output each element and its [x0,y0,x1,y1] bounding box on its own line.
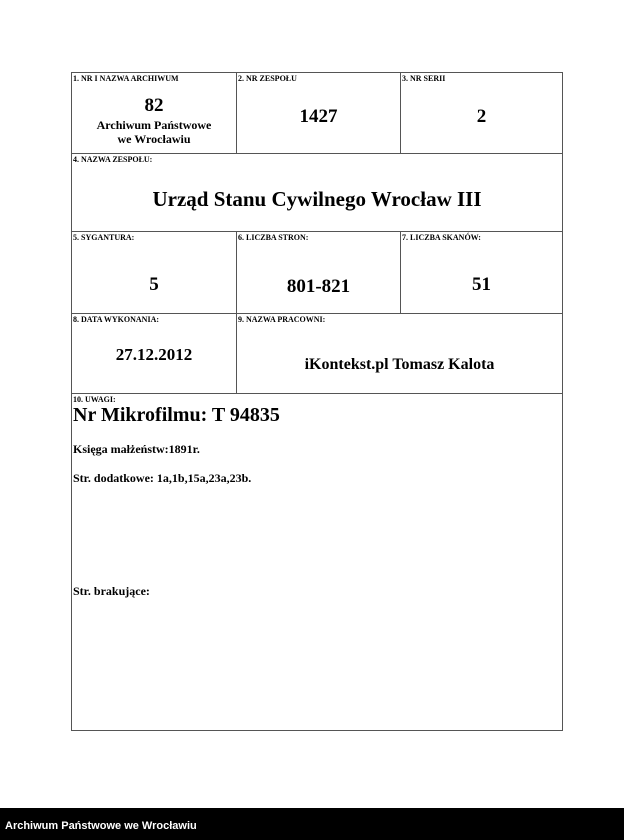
signature-value: 5 [149,274,159,295]
page-count-label: 6. LICZBA STRON: [238,233,309,242]
fonds-number-cell [236,73,400,153]
series-number-value: 2 [476,106,487,127]
fonds-number-label: 2. NR ZESPOŁU [238,74,297,83]
date-cell [72,313,236,393]
signature-label: 5. SYGANTURA: [73,233,135,242]
archive-name-line2: we Wrocławiu [117,132,191,146]
notes-label: 10. UWAGI: [73,395,116,404]
scan-count-value: 51 [472,274,491,295]
book-info: Księga małżeństw:1891r. [73,442,200,456]
footer-text: Archiwum Państwowe we Wrocławiu [5,820,197,832]
studio-value: iKontekst.pl Tomasz Kalota [304,356,495,373]
page-count-cell [236,231,400,313]
archive-number: 82 [144,95,164,116]
date-label: 8. DATA WYKONANIA: [73,315,160,324]
fonds-name-value: Urząd Stanu Cywilnego Wrocław III [152,187,482,211]
scan-count-cell [400,231,562,313]
archive-cell [72,73,236,153]
scan-count-label: 7. LICZBA SKANÓW: [402,233,481,242]
footer-bar [0,808,624,840]
studio-cell [236,313,562,393]
page-count-value: 801-821 [286,276,351,297]
fonds-number-value: 1427 [299,106,338,127]
fonds-name-label: 4. NAZWA ZESPOŁU: [73,155,153,164]
fonds-name-cell [72,153,562,231]
studio-label: 9. NAZWA PRACOWNI: [238,315,326,324]
archive-label: 1. NR I NAZWA ARCHIWUM [73,74,179,83]
archive-name-line1: Archiwum Państwowe [96,118,212,132]
microfilm-number: Nr Mikrofilmu: T 94835 [73,404,280,426]
missing-pages: Str. brakujące: [73,584,150,598]
series-number-label: 3. NR SERII [402,74,446,83]
signature-cell [72,231,236,313]
metadata-form [71,72,563,731]
date-value: 27.12.2012 [115,345,193,364]
extra-pages: Str. dodatkowe: 1a,1b,15a,23a,23b. [73,471,252,485]
series-number-cell [400,73,562,153]
notes-cell [72,393,562,730]
